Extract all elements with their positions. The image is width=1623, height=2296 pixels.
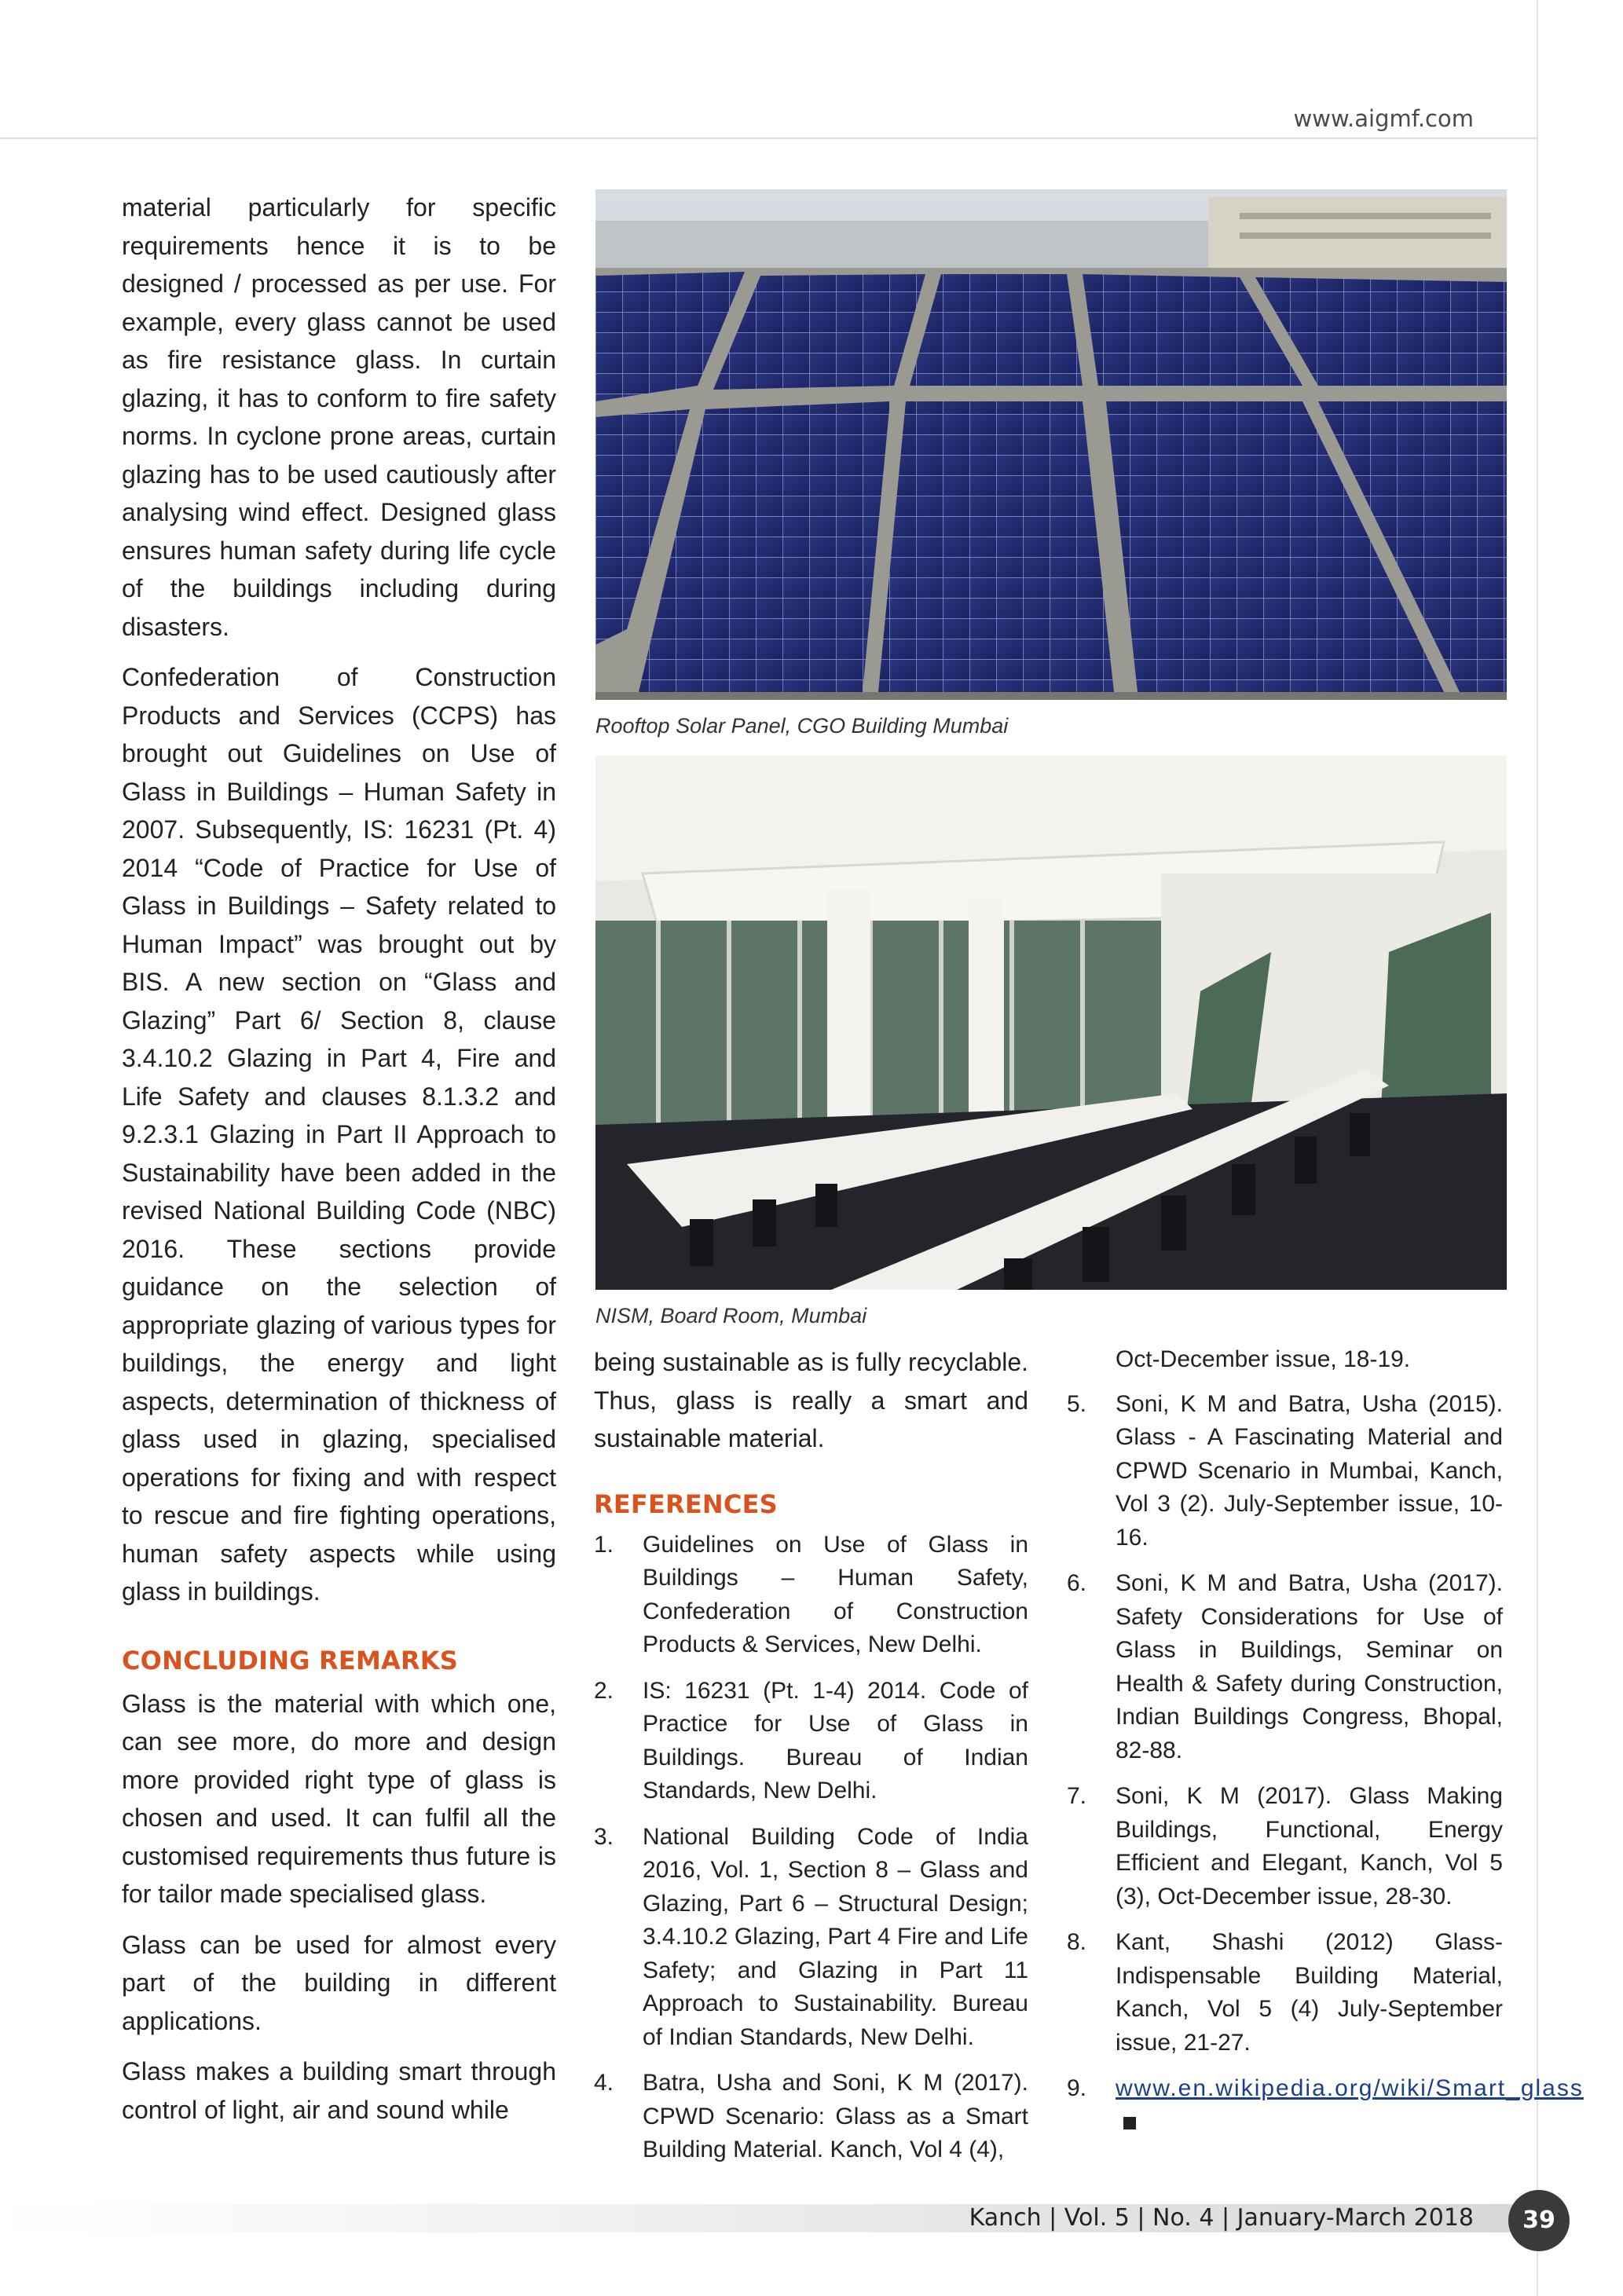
- end-of-article-mark: [1123, 2117, 1136, 2129]
- body-paragraph: material particularly for specific requirements hence it is to be designed / processed as per use. For example, every glass cannot be used as fire resistance glass. In curtain glazing, it has to conform to fire safety norms. In cyclone prone areas, curtain glazing has to be used cautiously after analysing wind effect. Designed glass ensures human safety during life cycle of the buildings including during disasters.: [122, 193, 556, 641]
- right-column: [1067, 1343, 1584, 2151]
- reference-number: 2.: [594, 1677, 614, 1704]
- solar-panel-figure: [595, 189, 1507, 738]
- reference-list: [1067, 1388, 1584, 2140]
- reference-item: [594, 1821, 1028, 2055]
- body-paragraph: Glass makes a building smart through control of light, air and sound while: [122, 2057, 556, 2124]
- reference-item: [594, 2067, 1028, 2167]
- reference-text: Guidelines on Use of Glass in Buildings – Human Safety, Confederation of Construction Products & Services, New Delhi.: [643, 1531, 1028, 1657]
- reference-number: 6.: [1067, 1570, 1087, 1596]
- references-heading: REFERENCES: [594, 1489, 778, 1519]
- reference-text: [1116, 2072, 1584, 2139]
- footer-publication-info: Kanch | Vol. 5 | No. 4 | January-March 2018: [969, 2204, 1474, 2232]
- reference-item: [1067, 1926, 1503, 2060]
- reference-text: National Building Code of India 2016, Vol. 1, Section 8 – Glass and Glazing, Part 6 – Structural Design; 3.4.10.2 Glazing, Part 4 Fire and Life Safety; and Glazing in Part 11 Approach to Sustainability. Bureau of Indian Standards, New Delhi.: [643, 1823, 1028, 2050]
- body-paragraph: Glass can be used for almost every part of the building in different applications.: [122, 1930, 556, 2035]
- reference-number: 8.: [1067, 1929, 1087, 1955]
- body-paragraph: being sustainable as is fully recyclable. Thus, glass is really a smart and sustainable material.: [594, 1348, 1028, 1452]
- reference-list: [594, 1529, 1028, 2167]
- left-column: [122, 189, 556, 2141]
- middle-column: [594, 1343, 1028, 2180]
- concluding-remarks-heading: CONCLUDING REMARKS: [122, 1645, 459, 1675]
- reference-item: [1067, 1780, 1503, 1913]
- reference-number: 7.: [1067, 1783, 1087, 1809]
- reference-item: [1067, 1388, 1503, 1555]
- figure-caption: Rooftop Solar Panel, CGO Building Mumbai: [595, 714, 1009, 738]
- header-url[interactable]: www.aigmf.com: [1293, 105, 1474, 132]
- reference-number: 5.: [1067, 1390, 1087, 1417]
- body-paragraph: Confederation of Construction Products and Services (CCPS) has brought out Guidelines on Use of Glass in Buildings – Human Safety in 2007. Subsequently, IS: 16231 (Pt. 4) 2014 “Code of Practice for Use of Glass in Buildings – Safety related to Human Impact” was brought out by BIS. A new section on “Glass and Glazing” Part 6/ Section 8, clause 3.4.10.2 Glazing in Part 4, Fire and Life Safety and clauses 8.1.3.2 and 9.2.3.1 Glazing in Part II Approach to Sustainability have been added in the revised National Building Code (NBC) 2016. These sections provide guidance on the selection of appropriate glazing of various types for buildings, the energy and light aspects, determination of thickness of glass used in glazing, specialised operations for fixing and with respect to rescue and fire fighting operations, human safety aspects while using glass in buildings.: [122, 663, 556, 1606]
- reference-number: 3.: [594, 1823, 614, 1850]
- reference-number: 4.: [594, 2070, 614, 2096]
- page-edge-rule: [1537, 0, 1538, 2296]
- page-number-badge: 39: [1508, 2190, 1570, 2251]
- boardroom-photo: [595, 756, 1507, 1290]
- boardroom-figure: [595, 756, 1507, 1328]
- reference-text: Soni, K M and Batra, Usha (2017). Safety Considerations for Use of Glass in Buildings, Seminar on Health & Safety during Construction, Indian Buildings Congress, Bhopal, 82-88.: [1116, 1570, 1503, 1763]
- reference-continuation: Oct-December issue, 18-19.: [1116, 1346, 1411, 1372]
- solar-panel-photo: [595, 189, 1507, 700]
- reference-item: [594, 1529, 1028, 1662]
- reference-item: [1067, 2072, 1584, 2139]
- reference-text: Soni, K M (2017). Glass Making Buildings, Functional, Energy Efficient and Elegant, Kanch, Vol 5 (3), Oct-December issue, 28-30.: [1116, 1783, 1503, 1910]
- reference-item: [594, 1675, 1028, 1808]
- reference-number: 1.: [594, 1531, 614, 1558]
- header-rule: [0, 137, 1537, 139]
- reference-text: Soni, K M and Batra, Usha (2015). Glass - A Fascinating Material and CPWD Scenario in Mumbai, Kanch, Vol 3 (2). July-September issue, 10-16.: [1116, 1390, 1503, 1551]
- wikipedia-link[interactable]: www.en.wikipedia.org/wiki/Smart_glass: [1116, 2075, 1584, 2101]
- reference-text: Kant, Shashi (2012) Glass-Indispensable Building Material, Kanch, Vol 5 (4) July-September issue, 21-27.: [1116, 1929, 1503, 2056]
- reference-number: 9.: [1067, 2075, 1087, 2101]
- reference-text: Batra, Usha and Soni, K M (2017). CPWD Scenario: Glass as a Smart Building Material. Kanch, Vol 4 (4),: [643, 2070, 1028, 2162]
- reference-item: [1067, 1567, 1503, 1767]
- figure-caption: NISM, Board Room, Mumbai: [595, 1304, 867, 1327]
- body-paragraph: Glass is the material with which one, can see more, do more and design more provided right type of glass is chosen and used. It can fulfil all the customised requirements thus future is for tailor made specialised glass.: [122, 1689, 556, 1908]
- reference-text: IS: 16231 (Pt. 1-4) 2014. Code of Practice for Use of Glass in Buildings. Bureau of Indian Standards, New Delhi.: [643, 1677, 1028, 1803]
